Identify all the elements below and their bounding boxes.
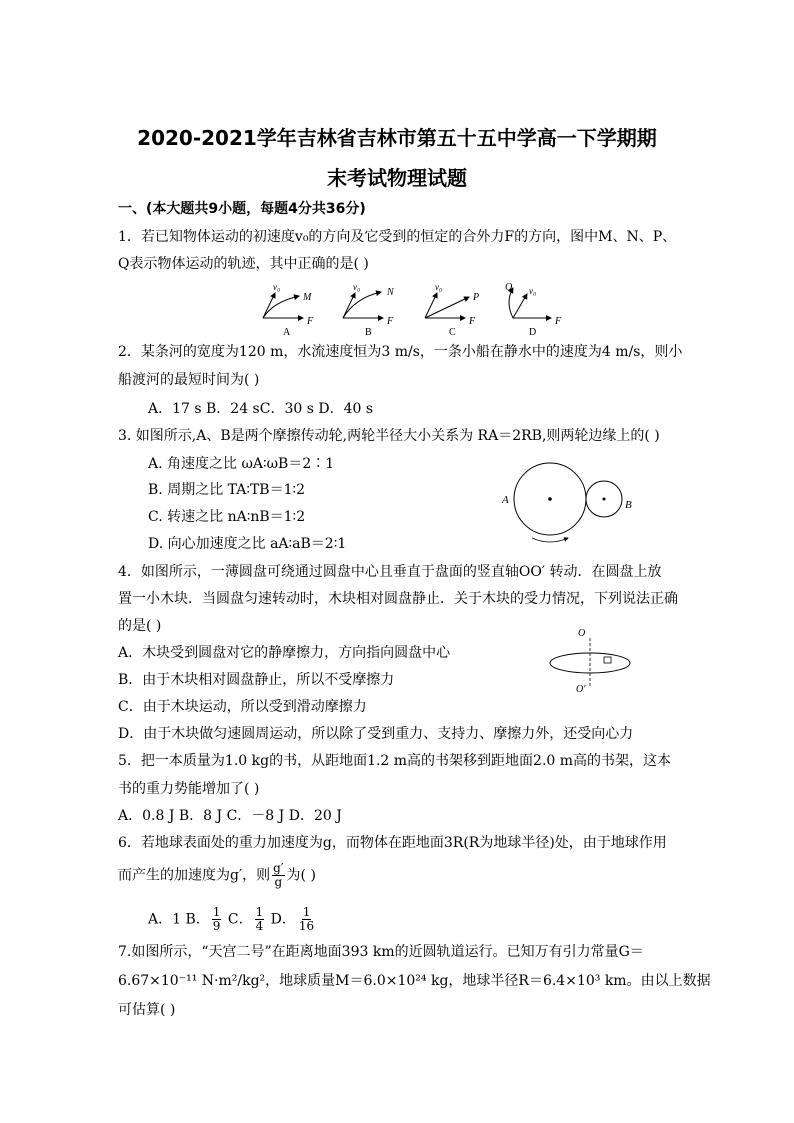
svg-text:A: A xyxy=(283,327,291,338)
question-4-line-1: 4．如图所示，一薄圆盘可绕通过圆盘中心且垂直于盘面的竖直轴OO′ 转动．在圆盘上放 xyxy=(118,564,662,580)
figure-1d xyxy=(505,282,562,338)
question-1-line-1: 1．若已知物体运动的初速度v₀的方向及它受到的恒定的合外力F的方向，图中M、N、P、 xyxy=(118,229,677,245)
question-3-option-c: C. 转速之比 nA∶nB＝1∶2 xyxy=(148,509,306,525)
svg-text:C: C xyxy=(449,327,456,338)
question-4-option-b: B．由于木块相对圆盘静止，所以不受摩擦力 xyxy=(118,672,395,688)
question-4-line-2: 置一小木块．当圆盘匀速转动时，木块相对圆盘静止．关于木块的受力情况，下列说法正确 xyxy=(118,591,678,607)
svg-text:F: F xyxy=(307,316,314,327)
question-4-option-a: A．木块受到圆盘对它的静摩擦力，方向指向圆盘中心 xyxy=(118,645,451,661)
question-1-line-2: Q表示物体运动的轨迹，其中正确的是( ) xyxy=(118,256,369,272)
question-3-option-b: B. 周期之比 TA∶TB＝1∶2 xyxy=(148,482,306,498)
question-4-option-c: C．由于木块运动，所以受到滑动摩擦力 xyxy=(118,699,367,715)
svg-text:v₀: v₀ xyxy=(435,282,443,292)
ratio-fraction: $\frac{g'}{g}$ xyxy=(273,861,284,889)
question-2-options: A．17 s B．24 sC．30 s D．40 s xyxy=(148,401,374,417)
svg-text:B: B xyxy=(365,327,372,338)
figure-1c xyxy=(425,282,479,338)
svg-text:F: F xyxy=(387,316,394,327)
svg-text:Q: Q xyxy=(505,282,513,293)
figure-1a xyxy=(263,282,314,338)
question-5-options: A．0.8 J B．8 J C．－8 J D．20 J xyxy=(118,808,342,824)
svg-text:D: D xyxy=(529,327,537,338)
question-3-figure xyxy=(498,456,638,548)
question-6-options: A．1 B． $\frac{1}{9}$ C． $\frac{1}{4}$ D． $\frac{1}{16}$ xyxy=(148,905,315,933)
question-7-line-2: 6.67×10⁻¹¹ N·m²/kg²，地球质量M＝6.0×10²⁴ kg，地球半径R＝6.4×10³ km。由以上数据 xyxy=(118,973,711,989)
question-2-line-1: 2．某条河的宽度为120 m，水流速度恒为3 m/s，一条小船在静水中的速度为4 m/s，则小 xyxy=(118,344,683,360)
figure-1b xyxy=(343,282,395,338)
question-6-line-1: 6．若地球表面处的重力加速度为g，而物体在距地面3R(R为地球半径)处，由于地球作用 xyxy=(118,835,667,851)
axis-top-label: O xyxy=(578,628,586,639)
question-3-option-d: D. 向心加速度之比 aA∶aB＝2∶1 xyxy=(148,536,347,552)
question-4-figure xyxy=(548,624,648,696)
question-2-line-2: 船渡河的最短时间为( ) xyxy=(118,372,260,388)
svg-text:v₀: v₀ xyxy=(273,282,281,292)
svg-text:v₀: v₀ xyxy=(529,286,537,296)
svg-text:N: N xyxy=(387,287,394,298)
axis-bottom-label: O′ xyxy=(576,684,586,695)
option-d-fraction: $\frac{1}{16}$ xyxy=(298,905,315,933)
page-title: 2020-2021学年吉林省吉林市第五十五中学高一下学期期 xyxy=(137,126,657,150)
wheel-a-label: A xyxy=(502,494,509,506)
question-5-line-2: 书的重力势能增加了( ) xyxy=(118,781,260,797)
svg-text:v₀: v₀ xyxy=(353,282,361,292)
question-3-stem: 3. 如图所示,A、B是两个摩擦传动轮,两轮半径大小关系为 RA＝2RB,则两轮边缘上的( ) xyxy=(118,428,660,444)
question-4-line-3: 的是( ) xyxy=(118,618,162,634)
option-c-fraction: $\frac{1}{4}$ xyxy=(255,905,264,933)
svg-text:F: F xyxy=(469,316,476,327)
question-7-line-1: 7.如图所示，“天宫二号”在距离地面393 km的近圆轨道运行。已知万有引力常量G＝ xyxy=(118,944,644,960)
question-6-line-2: 而产生的加速度为g′，则 $\frac{g'}{g}$ 为( ) xyxy=(118,861,316,889)
question-5-line-1: 5．把一本质量为1.0 kg的书，从距地面1.2 m高的书架移到距地面2.0 m高的书架，这本 xyxy=(118,753,672,769)
svg-text:F: F xyxy=(555,316,562,327)
page-title-continued: 末考试物理试题 xyxy=(327,166,467,190)
option-b-fraction: $\frac{1}{9}$ xyxy=(212,905,221,933)
wheel-b-label: B xyxy=(625,499,632,511)
svg-text:M: M xyxy=(303,292,312,303)
question-4-option-d: D．由于木块做匀速圆周运动，所以除了受到重力、支持力、摩擦力外，还受向心力 xyxy=(118,726,634,742)
question-7-line-3: 可估算( ) xyxy=(118,1002,176,1018)
question-1-figure xyxy=(255,280,575,338)
svg-text:P: P xyxy=(473,292,480,303)
question-3-option-a: A. 角速度之比 ωA∶ωB＝2∶1 xyxy=(148,456,335,472)
section-heading: 一、(本大题共9小题，每题4分共36分) xyxy=(118,201,366,217)
